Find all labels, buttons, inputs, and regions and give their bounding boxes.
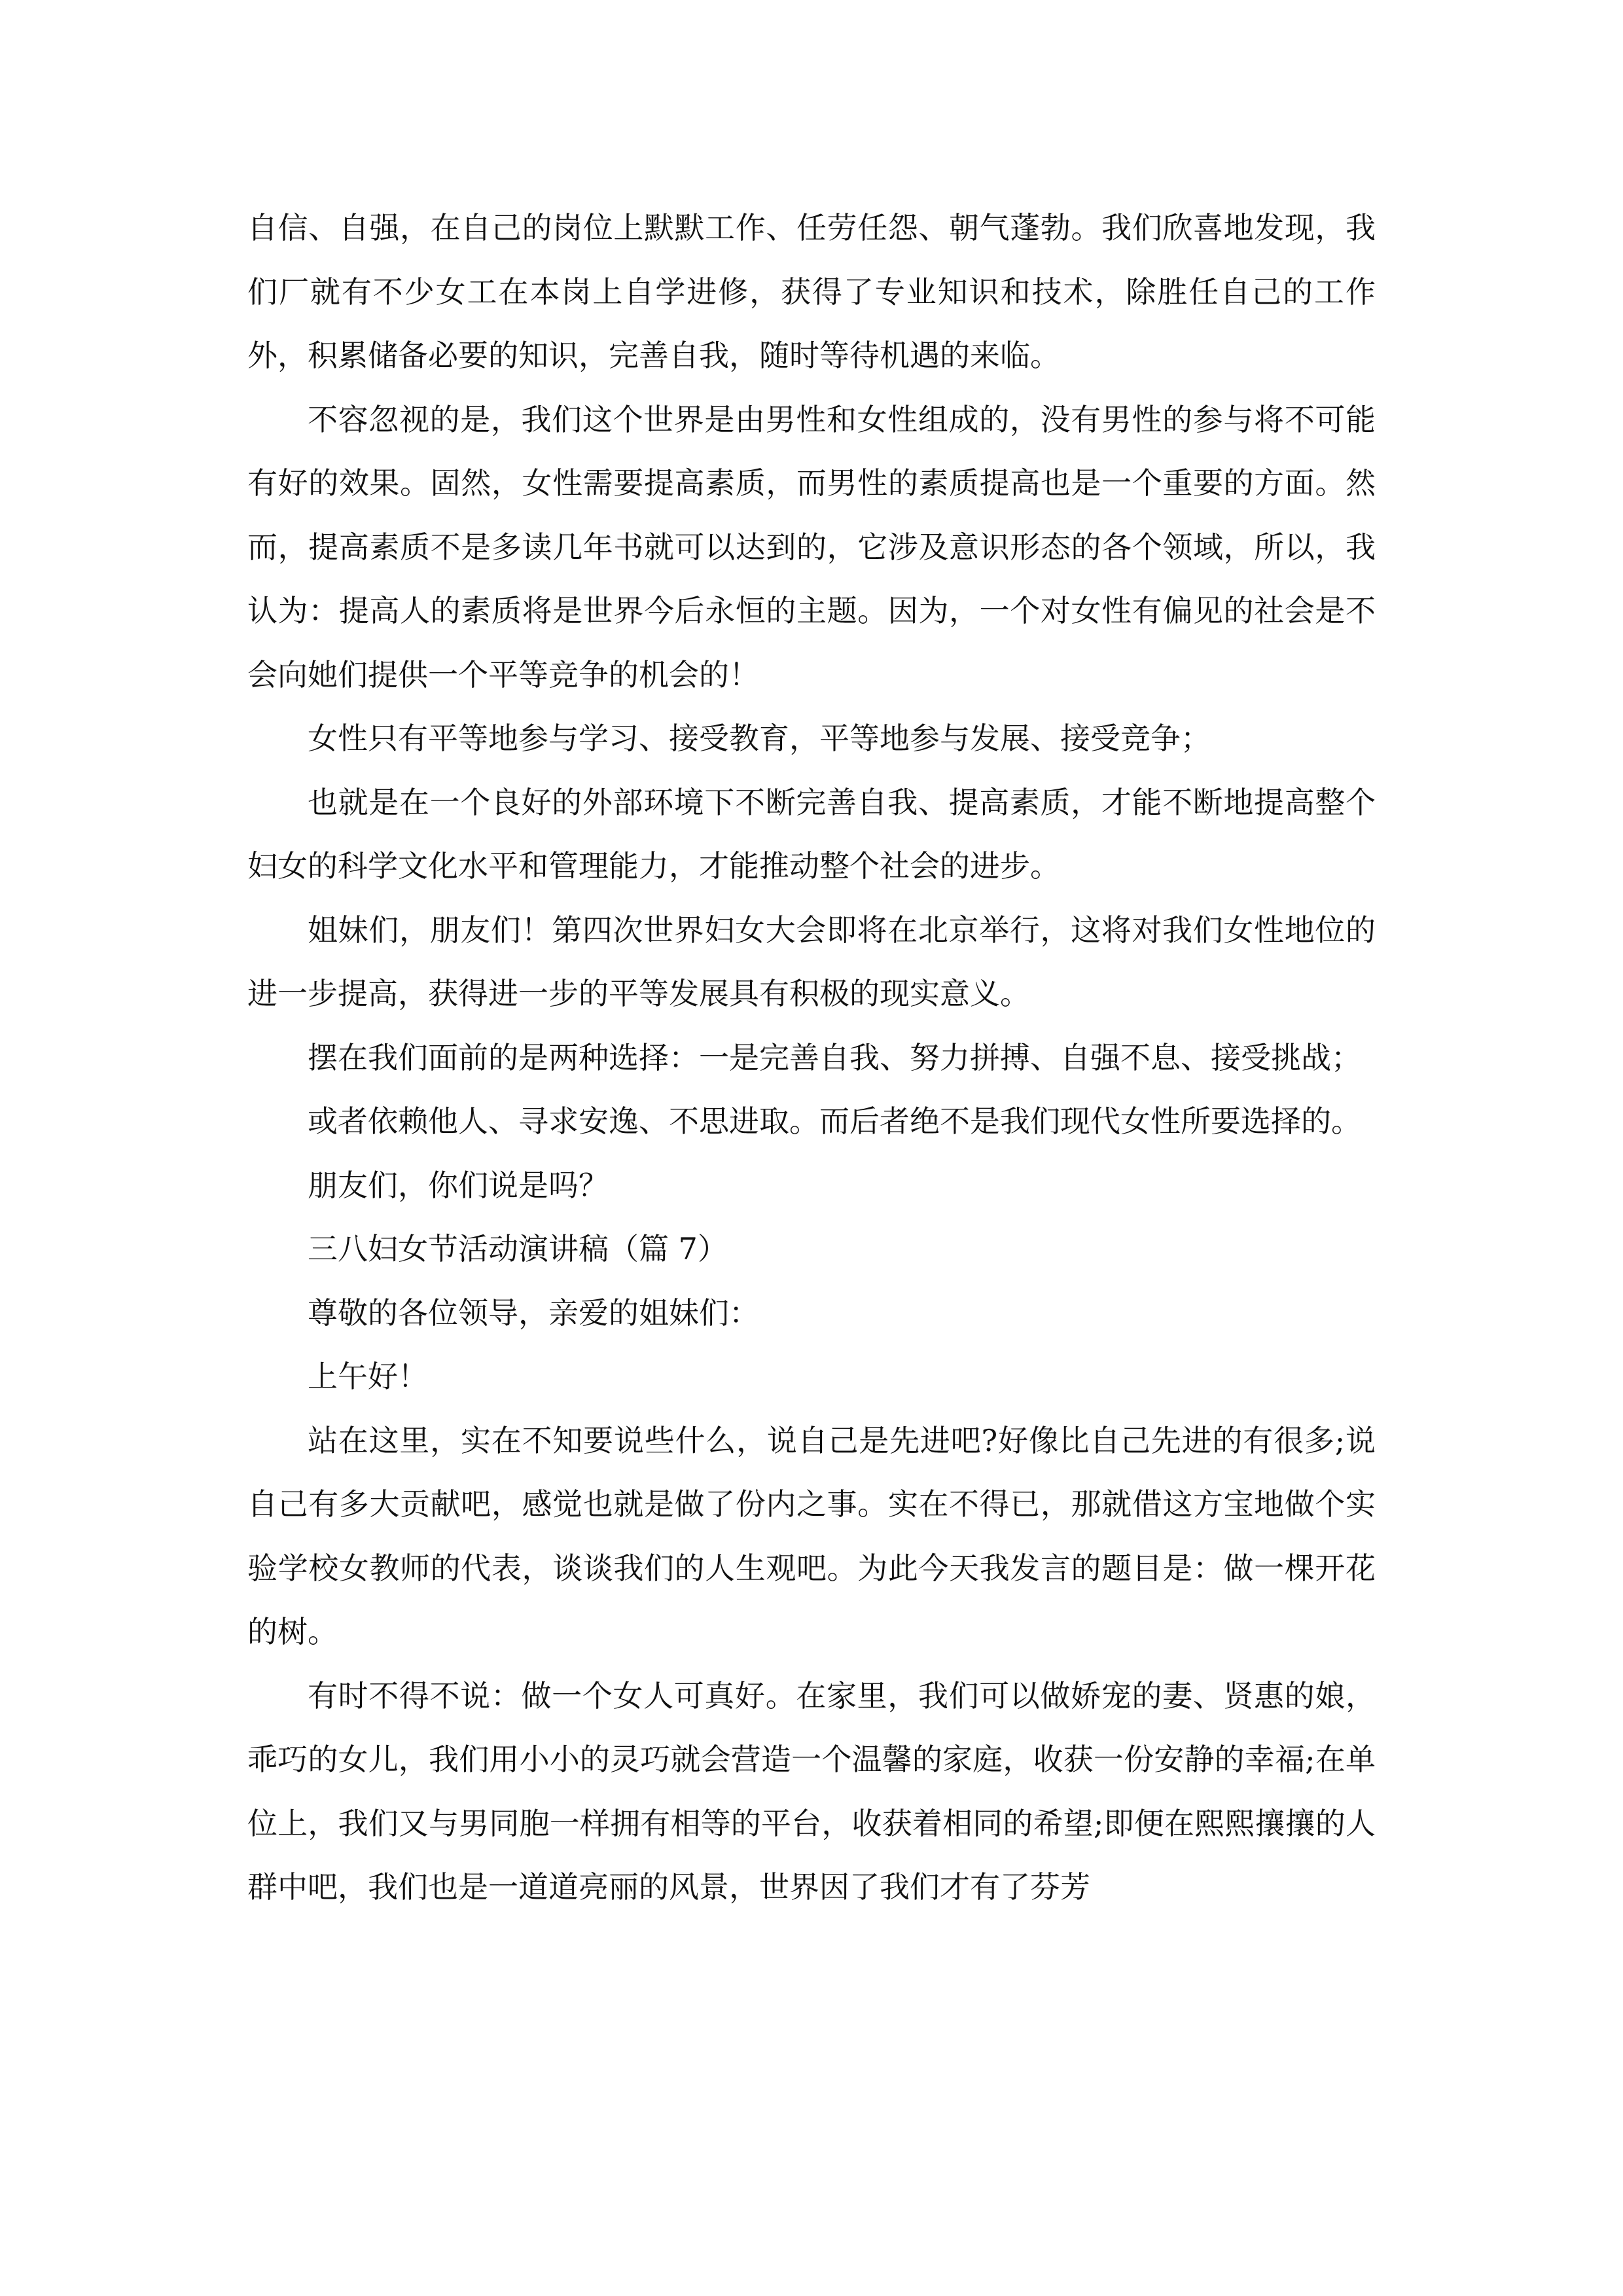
paragraph: 朋友们，你们说是吗？ (308, 1167, 609, 1203)
paragraph: 不容忽视的是，我们这个世界是由男性和女性组成的，没有男性的参与将不可能有好的效果。固然，女性需要提高素质，而男性的素质提高也是一个重要的方面。然而，提高素质不是多读几年书就可以达到的，它涉及意识形态的各个领域，所以，我认为：提高人的素质将是世界今后永恒的主题。因为，一个对女性有偏见的社会是不会向她们提供一个平等竞争的机会的！ (247, 401, 1376, 692)
paragraph: 也就是在一个良好的外部环境下不断完善自我、提高素质，才能不断地提高整个妇女的科学文化水平和管理能力，才能推动整个社会的进步。 (247, 784, 1376, 884)
greeting: 上午好！ (308, 1359, 428, 1394)
paragraph: 摆在我们面前的是两种选择：一是完善自我、努力拼搏、自强不息、接受挑战； (308, 1039, 1361, 1075)
paragraph-continued: 自信、自强，在自己的岗位上默默工作、任劳任怨、朝气蓬勃。我们欣喜地发现，我们厂就有不少女工在本岗上自学进修，获得了专业知识和技术，除胜任自己的工作外，积累储备必要的知识，完善自我，随时等待机遇的来临。 (247, 210, 1376, 373)
paragraph: 姐妹们，朋友们！第四次世界妇女大会即将在北京举行，这将对我们女性地位的进一步提高，获得进一步的平等发展具有积极的现实意义。 (247, 912, 1376, 1011)
paragraph: 女性只有平等地参与学习、接受教育，平等地参与发展、接受竞争； (308, 721, 1211, 756)
paragraph: 或者依赖他人、寻求安逸、不思进取。而后者绝不是我们现代女性所要选择的。 (308, 1103, 1361, 1139)
body-text (247, 196, 1376, 1920)
paragraph: 有时不得不说：做一个女人可真好。在家里，我们可以做娇宠的妻、贤惠的娘，乖巧的女儿，我们用小小的灵巧就会营造一个温馨的家庭，收获一份安静的幸福;在单位上，我们又与男同胞一样拥有相等的平台，收获着相同的希望;即便在熙熙攘攘的人群中吧，我们也是一道道亮丽的风景，世界因了我们才有了芬芳 (247, 1677, 1376, 1905)
salutation: 尊敬的各位领导，亲爱的姐妹们： (308, 1295, 759, 1331)
section-heading: 三八妇女节活动演讲稿（篇 7） (308, 1231, 728, 1266)
paragraph: 站在这里，实在不知要说些什么，说自己是先进吧?好像比自己先进的有很多;说自己有多大贡献吧，感觉也就是做了份内之事。实在不得已，那就借这方宝地做个实验学校女教师的代表，谈谈我们的人生观吧。为此今天我发言的题目是：做一棵开花的树。 (247, 1422, 1376, 1649)
